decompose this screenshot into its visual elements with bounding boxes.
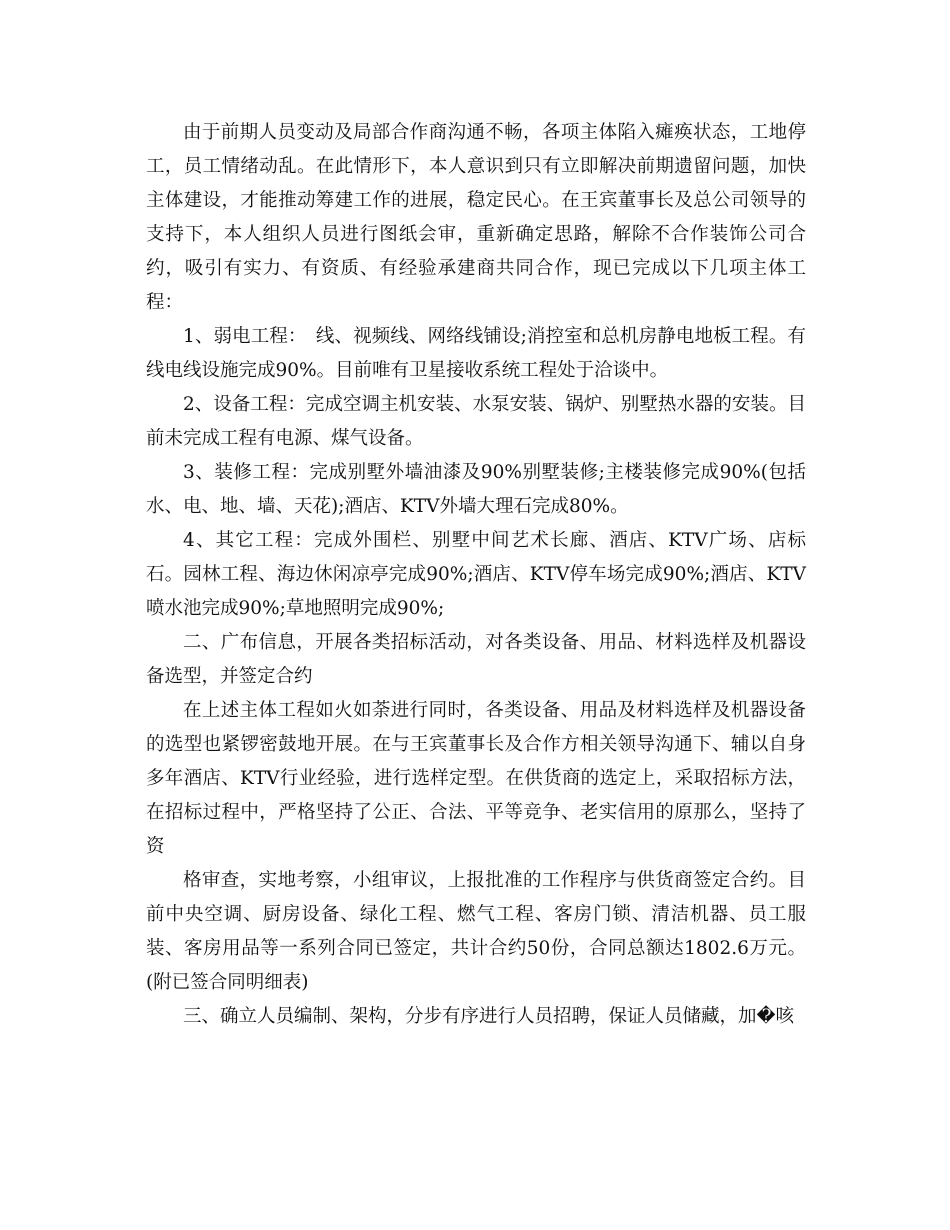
paragraph-other-works: 4、其它工程：完成外围栏、别墅中间艺术长廊、酒店、KTV广场、店标石。园林工程、海边休闲凉亭完成90%;酒店、KTV停车场完成90%;酒店、KTV喷水池完成90%;草地照明完成90%; <box>146 530 806 619</box>
paragraph-intro: 由于前期人员变动及局部合作商沟通不畅，各项主体陷入瘫痪状态，工地停工，员工情绪动乱。在此情形下，本人意识到只有立即解决前期遗留问题，加快主体建设，才能推动筹建工作的进展，稳定民心。在王宾董事长及总公司领导的支持下，本人组织人员进行图纸会审，重新确定思路，解除不合作装饰公司合约，吸引有实力、有资质、有经验承建商共同合作，现已完成以下几项主体工程： <box>146 122 806 313</box>
section-heading-bidding: 二、广布信息，开展各类招标活动，对各类设备、用品、材料选样及机器设备选型，并签定合约 <box>146 632 806 687</box>
section-heading-staffing: 三、确立人员编制、架构，分步有序进行人员招聘，保证人员储藏，加�咳 <box>183 1006 794 1027</box>
paragraph-equipment: 2、设备工程：完成空调主机安装、水泵安装、锅炉、别墅热水器的安装。目前未完成工程有电源、煤气设备。 <box>146 394 806 449</box>
paragraph-decoration: 3、装修工程：完成别墅外墙油漆及90%别墅装修;主楼装修完成90%(包括水、电、地、墙、天花);酒店、KTV外墙大理石完成80%。 <box>146 462 806 517</box>
paragraph-contracts: 格审查，实地考察，小组审议，上报批准的工作程序与供货商签定合约。目前中央空调、厨房设备、绿化工程、燃气工程、客房门锁、清洁机器、员工服装、客房用品等一系列合同已签定，共计合约50份，合同总额达1802.6万元。(附已签合同明细表) <box>146 870 806 993</box>
paragraph-bidding: 在上述主体工程如火如荼进行同时，各类设备、用品及材料选样及机器设备的选型也紧锣密鼓地开展。在与王宾董事长及合作方相关领导沟通下、辅以自身多年酒店、KTV行业经验，进行选样定型。在供货商的选定上，采取招标方法，在招标过程中，严格坚持了公正、合法、平等竞争、老实信用的原那么，坚持了资 <box>146 700 806 857</box>
paragraph-weak-current: 1、弱电工程： 线、视频线、网络线铺设;消控室和总机房静电地板工程。有线电线设施完成90%。目前唯有卫星接收系统工程处于洽谈中。 <box>146 326 806 381</box>
document-body <box>146 116 806 1034</box>
